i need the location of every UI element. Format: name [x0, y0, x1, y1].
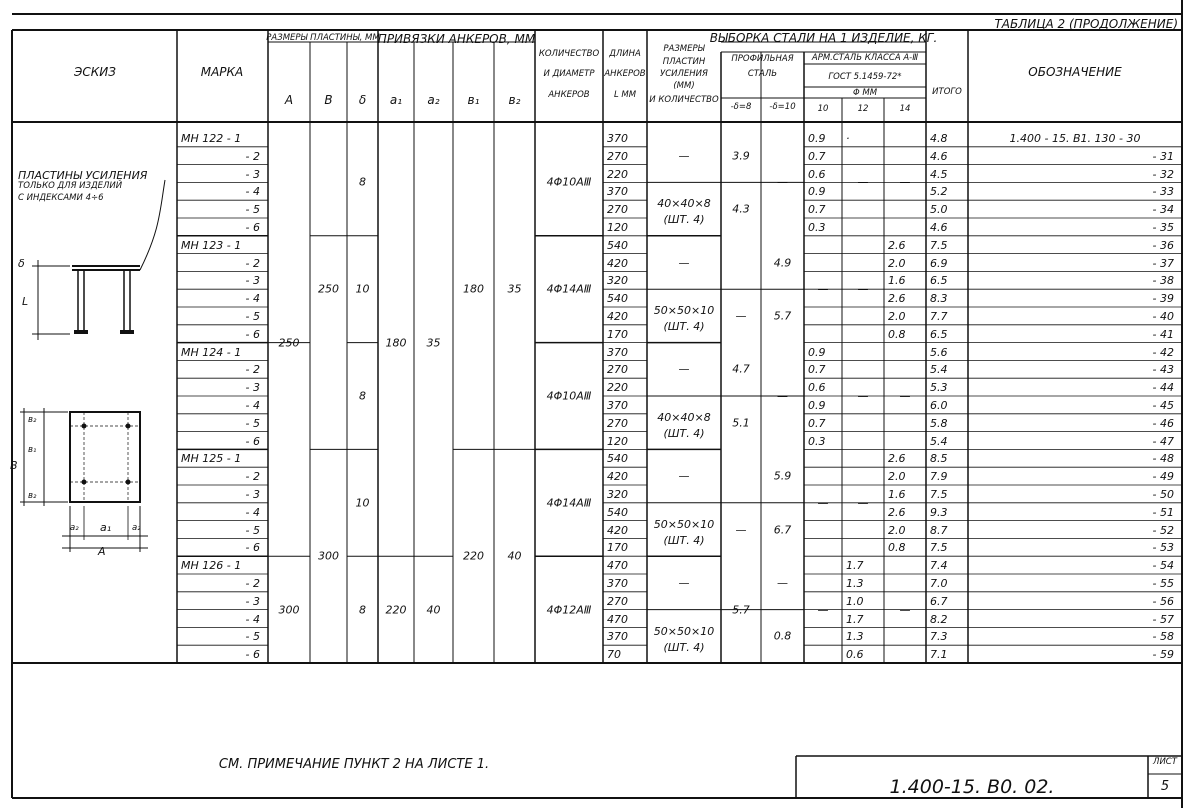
sketch-label-B: В: [10, 459, 18, 472]
designation-cell: - 34: [1152, 203, 1174, 217]
d8-dash: —: [735, 309, 747, 323]
total-cell: 7.4: [930, 559, 948, 573]
sketch-label-L: L: [22, 295, 29, 308]
header-anchor-bindings: ПРИВЯЗКИ АНКЕРОВ, ММ: [377, 32, 536, 46]
document-code: 1.400-15. В0. 02.: [889, 776, 1055, 798]
length-cell: 420: [607, 256, 628, 270]
mark-cell: - 6: [245, 327, 260, 341]
phi10-cell: 0.9: [808, 399, 826, 412]
mark-cell: МН 124 - 1: [181, 345, 242, 359]
header-profile: ПРОФИЛЬНАЯ: [731, 54, 794, 64]
length-cell: 540: [607, 505, 628, 519]
mark-cell: - 3: [245, 274, 260, 288]
phi10-cell: 0.9: [808, 132, 826, 145]
designation-cell: - 58: [1152, 630, 1174, 644]
delta-value: 8: [359, 603, 366, 617]
length-cell: 370: [607, 399, 628, 412]
length-cell: 470: [607, 612, 628, 626]
designation-cell: - 54: [1152, 559, 1174, 573]
header-phi10: 10: [817, 104, 829, 114]
designation-cell: - 41: [1152, 327, 1174, 341]
header-reinf: И КОЛИЧЕСТВО: [649, 95, 719, 105]
length-cell: 270: [607, 149, 628, 163]
total-cell: 5.4: [930, 434, 948, 448]
header-delta: δ: [358, 93, 367, 107]
total-cell: 6.7: [930, 594, 948, 608]
designation-cell: - 35: [1152, 221, 1174, 234]
phi14-cell: 2.0: [888, 256, 906, 270]
d10-value: 6.7: [773, 523, 792, 536]
length-cell: 370: [607, 345, 628, 359]
reinf-qty: (ШТ. 4): [663, 213, 705, 227]
arm-dash: —: [817, 496, 829, 510]
arm-dash: —: [899, 175, 911, 189]
length-cell: 540: [607, 238, 628, 252]
a1-value: 180: [385, 336, 407, 350]
header-b2: в₂: [508, 93, 521, 107]
total-cell: 8.2: [930, 612, 948, 626]
phi14-cell: 0.8: [888, 327, 906, 341]
length-cell: 270: [607, 416, 628, 430]
d8-value: 3.9: [732, 149, 750, 163]
header-reinf: (ММ): [673, 81, 695, 91]
length-cell: 420: [607, 310, 628, 323]
total-cell: 6.5: [930, 274, 948, 288]
mark-cell: - 3: [245, 381, 260, 395]
header-sketch: ЭСКИЗ: [74, 65, 116, 79]
sketch-label-A: А: [98, 545, 106, 558]
reinf-size: 50×50×10: [653, 304, 715, 318]
phi12-cell: 1.0: [846, 594, 864, 608]
length-cell: 470: [607, 559, 628, 573]
mark-cell: - 5: [245, 310, 260, 323]
length-cell: 70: [607, 648, 621, 662]
sketch-note: С ИНДЕКСАМИ 4÷6: [18, 193, 104, 203]
reinf-size: 50×50×10: [653, 624, 715, 638]
designation-cell: - 33: [1152, 185, 1174, 199]
header-total: ИТОГО: [932, 87, 962, 97]
total-cell: 9.3: [930, 505, 948, 519]
B-value: 300: [318, 549, 339, 563]
total-cell: 7.9: [930, 470, 948, 484]
designation-cell: 1.400 - 15. В1. 130 - 30: [1009, 132, 1141, 145]
length-cell: 220: [607, 167, 628, 181]
designation-cell: - 44: [1152, 381, 1174, 395]
total-cell: 5.4: [930, 363, 948, 377]
header-a2: a₂: [427, 93, 440, 107]
phi10-cell: 0.7: [808, 363, 826, 377]
d10-value: 5.9: [773, 469, 792, 483]
sheet-label: ЛИСТ: [1153, 757, 1177, 767]
header-reinf: ПЛАСТИН: [662, 57, 706, 67]
reinf-qty: (ШТ. 4): [663, 320, 705, 334]
arm-dash: —: [817, 282, 829, 296]
phi12-cell: 1.7: [846, 612, 864, 626]
length-cell: 120: [607, 221, 628, 234]
a1-value: 220: [385, 603, 407, 617]
sheet-number: 5: [1160, 779, 1170, 794]
phi14-cell: 2.0: [888, 523, 906, 537]
mark-cell: - 6: [245, 221, 260, 234]
length-cell: 540: [607, 292, 628, 306]
anchor-value: 4Φ10АⅢ: [546, 175, 592, 189]
table-title: ТАБЛИЦА 2 (ПРОДОЛЖЕНИЕ): [994, 17, 1178, 31]
d8-dash: —: [735, 523, 747, 536]
header-b1: в₁: [467, 93, 480, 107]
sketch-label-b2: в₂: [28, 415, 37, 425]
phi12-cell: 1.3: [846, 577, 864, 590]
total-cell: 4.6: [930, 221, 948, 234]
header-B: В: [324, 93, 333, 107]
total-cell: 8.7: [930, 523, 948, 537]
length-cell: 420: [607, 470, 628, 484]
mark-cell: - 6: [245, 434, 260, 448]
header-arm-steel: АРМ.СТАЛЬ КЛАССА А-Ⅲ: [811, 53, 919, 63]
header-steel-sample: ВЫБОРКА СТАЛИ НА 1 ИЗДЕЛИЕ, КГ.: [709, 31, 938, 45]
header-anchor-count: И ДИАМЕТР: [543, 69, 595, 79]
arm-dash: —: [857, 282, 869, 296]
phi14-cell: 1.6: [888, 488, 906, 501]
mark-cell: - 3: [245, 594, 260, 608]
d10-dash: —: [777, 175, 788, 189]
designation-cell: - 53: [1152, 541, 1174, 555]
total-cell: 5.6: [930, 345, 948, 359]
sketch-label-b2: в₂: [28, 491, 37, 501]
phi14-cell: 2.0: [888, 470, 906, 484]
designation-cell: - 48: [1152, 452, 1174, 466]
A-value: 250: [278, 336, 300, 350]
mark-cell: - 2: [245, 149, 260, 163]
designation-cell: - 45: [1152, 399, 1174, 412]
arm-dash: —: [899, 603, 911, 617]
mark-cell: - 4: [245, 185, 260, 199]
total-cell: 7.1: [930, 648, 948, 662]
header-gost: ГОСТ 5.1459-72*: [828, 72, 902, 82]
arm-dash: —: [899, 389, 911, 403]
designation-cell: - 49: [1152, 470, 1174, 484]
phi14-cell: 0.8: [888, 541, 906, 555]
footer-note: СМ. ПРИМЕЧАНИЕ ПУНКТ 2 НА ЛИСТЕ 1.: [218, 757, 490, 772]
designation-cell: - 55: [1152, 577, 1174, 590]
a2-value: 40: [426, 603, 441, 617]
total-cell: 4.6: [930, 149, 948, 163]
phi12-cell: 1.7: [846, 559, 864, 573]
header-reinf: РАЗМЕРЫ: [663, 44, 705, 54]
arm-dash: —: [857, 389, 869, 403]
mark-cell: - 5: [245, 203, 260, 217]
length-cell: 220: [607, 381, 628, 395]
phi14-cell: 2.0: [888, 310, 906, 323]
header-reinf: УСИЛЕНИЯ: [660, 69, 708, 79]
mark-cell: - 4: [245, 505, 260, 519]
phi10-cell: 0.7: [808, 203, 826, 217]
anchor-value: 4Φ10АⅢ: [546, 389, 592, 403]
sketch-label-delta: δ: [18, 257, 25, 270]
designation-cell: - 56: [1152, 594, 1174, 608]
delta-value: 10: [355, 282, 370, 296]
designation-cell: - 31: [1152, 149, 1174, 163]
reinf-size: 40×40×8: [657, 411, 711, 424]
phi14-cell: 2.6: [888, 292, 906, 306]
mark-cell: - 2: [245, 577, 260, 590]
b1-value: 180: [463, 282, 484, 296]
total-cell: 5.0: [930, 203, 948, 217]
designation-cell: - 38: [1152, 274, 1174, 288]
a2-value: 35: [426, 336, 441, 350]
anchor-value: 4Φ12АⅢ: [546, 603, 592, 617]
header-anchor-length: L ММ: [613, 90, 637, 100]
mark-cell: - 5: [245, 416, 260, 430]
reinf-dash: —: [678, 256, 690, 269]
mark-cell: - 3: [245, 167, 260, 181]
length-cell: 370: [607, 132, 628, 145]
length-cell: 420: [607, 523, 628, 537]
delta-value: 8: [359, 389, 366, 403]
B-value: 250: [318, 282, 339, 296]
d10-value: 5.7: [773, 309, 792, 323]
mark-cell: - 5: [245, 630, 260, 644]
total-cell: 7.0: [930, 577, 948, 590]
phi12-cell: ·: [846, 132, 850, 145]
reinf-dash: —: [678, 469, 690, 483]
arm-dash: —: [857, 175, 869, 189]
header-phi: Φ ММ: [852, 88, 878, 98]
phi10-cell: 0.7: [808, 149, 826, 163]
header-anchor-length: ДЛИНА: [609, 49, 641, 59]
reinf-qty: (ШТ. 4): [663, 640, 705, 654]
b2-value: 40: [507, 549, 522, 563]
anchor-value: 4Φ14АⅢ: [546, 282, 592, 296]
header-phi12: 12: [857, 104, 869, 114]
total-cell: 8.5: [930, 452, 948, 466]
total-cell: 4.5: [930, 167, 948, 181]
total-cell: 7.5: [930, 238, 948, 252]
mark-cell: МН 125 - 1: [181, 452, 242, 466]
sketch-drawings: [0, 120, 180, 720]
total-cell: 6.5: [930, 327, 948, 341]
d8-value: 5.7: [732, 603, 750, 617]
header-anchor-count: КОЛИЧЕСТВО: [538, 49, 600, 59]
mark-cell: - 2: [245, 470, 260, 484]
d10-value: 0.8: [773, 629, 792, 643]
mark-cell: - 5: [245, 523, 260, 537]
length-cell: 540: [607, 452, 628, 466]
designation-cell: - 42: [1152, 345, 1174, 359]
designation-cell: - 51: [1152, 505, 1174, 519]
b2-value: 35: [507, 282, 522, 296]
designation-cell: - 43: [1152, 363, 1174, 377]
reinf-qty: (ШТ. 4): [663, 427, 705, 440]
length-cell: 170: [607, 327, 628, 341]
designation-cell: - 39: [1152, 292, 1174, 306]
total-cell: 7.5: [930, 488, 948, 501]
header-plate-sizes: РАЗМЕРЫ ПЛАСТИНЫ, ММ: [266, 33, 380, 43]
mark-cell: - 6: [245, 541, 260, 555]
delta-value: 8: [359, 175, 366, 189]
mark-cell: - 4: [245, 612, 260, 626]
mark-cell: - 2: [245, 256, 260, 270]
designation-cell: - 59: [1152, 648, 1174, 662]
sketch-note: ПЛАСТИНЫ УСИЛЕНИЯ: [18, 169, 148, 182]
designation-cell: - 50: [1152, 488, 1174, 501]
reinf-qty: (ШТ. 4): [663, 533, 705, 547]
phi12-cell: 1.3: [846, 630, 864, 644]
total-cell: 5.2: [930, 185, 948, 199]
length-cell: 370: [607, 577, 628, 590]
phi14-cell: 2.6: [888, 238, 906, 252]
total-cell: 7.3: [930, 630, 948, 644]
phi12-cell: 0.6: [846, 648, 864, 662]
delta-value: 10: [355, 496, 370, 510]
d8-value: 4.3: [732, 202, 750, 216]
sketch-note: ТОЛЬКО ДЛЯ ИЗДЕЛИЙ: [18, 181, 123, 191]
total-cell: 7.7: [930, 310, 948, 323]
sketch-label-a2: a₂: [70, 523, 79, 533]
length-cell: 170: [607, 541, 628, 555]
d8-value: 4.7: [732, 362, 750, 376]
header-phi14: 14: [899, 104, 911, 114]
header-profile: СТАЛЬ: [747, 69, 778, 79]
total-cell: 6.0: [930, 399, 948, 412]
designation-cell: - 46: [1152, 416, 1174, 430]
phi14-cell: 2.6: [888, 505, 906, 519]
length-cell: 320: [607, 274, 628, 288]
reinf-dash: —: [678, 576, 690, 590]
b1-value: 220: [463, 549, 484, 563]
designation-cell: - 52: [1152, 523, 1174, 537]
sketch-label-a1: a₁: [100, 521, 112, 534]
mark-cell: - 3: [245, 488, 260, 501]
mark-cell: МН 123 - 1: [181, 238, 242, 252]
mark-cell: - 4: [245, 399, 260, 412]
sketch-label-a2: a₂: [132, 523, 141, 533]
header-d8: -δ=8: [730, 102, 752, 112]
d10-value: 4.9: [773, 256, 792, 269]
phi10-cell: 0.7: [808, 416, 826, 430]
arm-dash: —: [817, 603, 829, 617]
phi10-cell: 0.9: [808, 185, 826, 199]
designation-cell: - 32: [1152, 167, 1174, 181]
phi10-cell: 0.3: [808, 434, 826, 448]
length-cell: 270: [607, 203, 628, 217]
mark-cell: - 2: [245, 363, 260, 377]
A-value: 300: [278, 603, 300, 617]
header-d10: -δ=10: [769, 102, 796, 112]
length-cell: 370: [607, 185, 628, 199]
anchor-value: 4Φ14АⅢ: [546, 496, 592, 510]
total-cell: 7.5: [930, 541, 948, 555]
reinf-size: 40×40×8: [657, 197, 711, 211]
total-cell: 6.9: [930, 256, 948, 270]
total-cell: 8.3: [930, 292, 948, 306]
mark-cell: МН 122 - 1: [181, 132, 242, 145]
sketch-label-b1: в₁: [28, 445, 37, 455]
length-cell: 320: [607, 488, 628, 501]
d10-dash: —: [777, 576, 788, 590]
phi10-cell: 0.6: [808, 381, 826, 395]
total-cell: 4.8: [930, 132, 948, 145]
phi10-cell: 0.3: [808, 221, 826, 234]
leader-line: [140, 180, 165, 270]
mark-cell: МН 126 - 1: [181, 559, 242, 573]
header-designation: ОБОЗНАЧЕНИЕ: [1028, 65, 1122, 79]
reinf-dash: —: [678, 149, 690, 163]
designation-cell: - 36: [1152, 238, 1174, 252]
d10-dash: —: [777, 389, 788, 403]
reinf-size: 50×50×10: [653, 517, 715, 531]
phi10-cell: 0.9: [808, 345, 826, 359]
d8-value: 5.1: [732, 416, 750, 430]
mark-cell: - 6: [245, 648, 260, 662]
designation-cell: - 57: [1152, 612, 1174, 626]
arm-dash: —: [857, 496, 869, 510]
length-cell: 270: [607, 363, 628, 377]
total-cell: 5.8: [930, 416, 948, 430]
phi10-cell: 0.6: [808, 167, 826, 181]
header-a1: a₁: [389, 93, 403, 107]
length-cell: 270: [607, 594, 628, 608]
designation-cell: - 47: [1152, 434, 1174, 448]
designation-cell: - 40: [1152, 310, 1174, 323]
phi14-cell: 2.6: [888, 452, 906, 466]
header-anchor-count: АНКЕРОВ: [548, 90, 590, 100]
header-anchor-length: АНКЕРОВ: [604, 69, 646, 79]
designation-cell: - 37: [1152, 256, 1174, 270]
length-cell: 370: [607, 630, 628, 644]
phi14-cell: 1.6: [888, 274, 906, 288]
header-A: А: [284, 93, 294, 107]
length-cell: 120: [607, 434, 628, 448]
reinf-dash: —: [678, 362, 690, 376]
mark-cell: - 4: [245, 292, 260, 306]
header-mark: МАРКА: [200, 65, 244, 79]
total-cell: 5.3: [930, 381, 948, 395]
